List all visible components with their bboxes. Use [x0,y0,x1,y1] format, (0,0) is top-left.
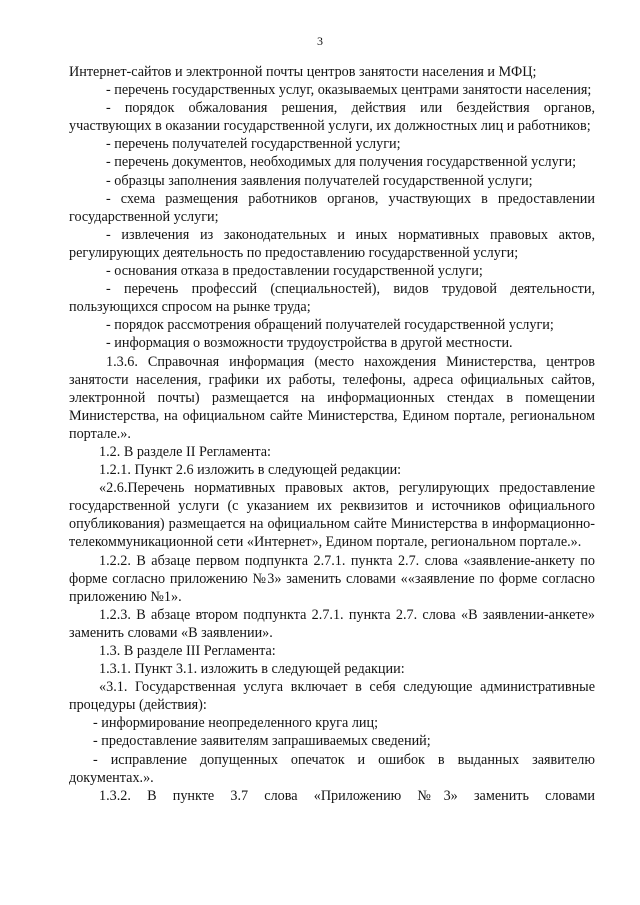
paragraph: - основания отказа в предоставлении государственной услуги; [106,263,483,280]
paragraph: 1.2.3. В абзаце втором подпункта 2.7.1. пункта 2.7. слова «В заявлении-анкете» заменить словами «В заявлении». [69,606,595,641]
paragraph: 1.3. В разделе III Регламента: [99,643,276,659]
paragraph: 1.2. В разделе II Регламента: [99,443,271,460]
paragraph: «3.1. Государственная услуга включает в себя следующие административные процедуры (действия): [69,679,595,714]
paragraph: - перечень государственных услуг, оказываемых центрами занятости населения; [106,82,592,99]
paragraph: - перечень документов, необходимых для получения государственной услуги; [106,154,577,171]
paragraph: 1.3.6. Справочная информация (место нахождения Министерства, центров занятости населения, графики их работы, телефоны, адреса официальных сайтов, электронной почты) размещается на информационных стендах в помещении Министерства, на официальном сайте Министерства, Едином портале, региональном портале.». [69,353,595,442]
paragraph: - схема размещения работников органов, участвующих в предоставлении государственной услуги; [69,190,595,225]
paragraph: - порядок рассмотрения обращений получателей государственной услуги; [106,317,554,334]
paragraph: 1.3.2. В пункте 3.7 слова «Приложению №3» заменить словами [99,787,595,804]
paragraph: - предоставление заявителям запрашиваемых сведений; [93,733,431,750]
paragraph: - информация о возможности трудоустройства в другой местности. [106,335,513,352]
paragraph: - информирование неопределенного круга лиц; [93,715,379,732]
paragraph: 1.2.1. Пункт 2.6 изложить в следующей редакции: [99,462,402,479]
paragraph: - извлечения из законодательных и иных нормативных правовых актов, регулирующих деятельность по предоставлению государственной услуги; [69,226,595,261]
paragraph: «2.6.Перечень нормативных правовых актов, регулирующих предоставление государственной услуги (с указанием их реквизитов и источников официального опубликования) размещается на официальном сайте Министерства в информационно-телекоммуникационной сети «Интернет», Едином портале, региональном портале.». [69,480,595,551]
paragraph: - перечень получателей государственной услуги; [106,136,401,153]
paragraph: - образцы заполнения заявления получателей государственной услуги; [106,172,533,189]
paragraph: Интернет-сайтов и электронной почты центров занятости населения и МФЦ; [69,64,537,80]
document-body [69,63,595,805]
paragraph: - перечень профессий (специальностей), видов трудовой деятельности, пользующихся спросом на рынке труда; [69,281,595,316]
paragraph: - порядок обжалования решения, действия или бездействия органов, участвующих в оказании государственной услуги, их должностных лиц и работников; [69,100,595,135]
page-number: 3 [317,34,323,48]
paragraph: 1.3.1. Пункт 3.1. изложить в следующей редакции: [99,661,405,678]
paragraph: 1.2.2. В абзаце первом подпункта 2.7.1. пункта 2.7. слова «заявление-анкету по форме согласно приложению №3» заменить словами ««заявление по форме согласно приложению №1». [69,552,595,605]
paragraph: - исправление допущенных опечаток и ошибок в выданных заявителю документах.». [69,751,595,786]
